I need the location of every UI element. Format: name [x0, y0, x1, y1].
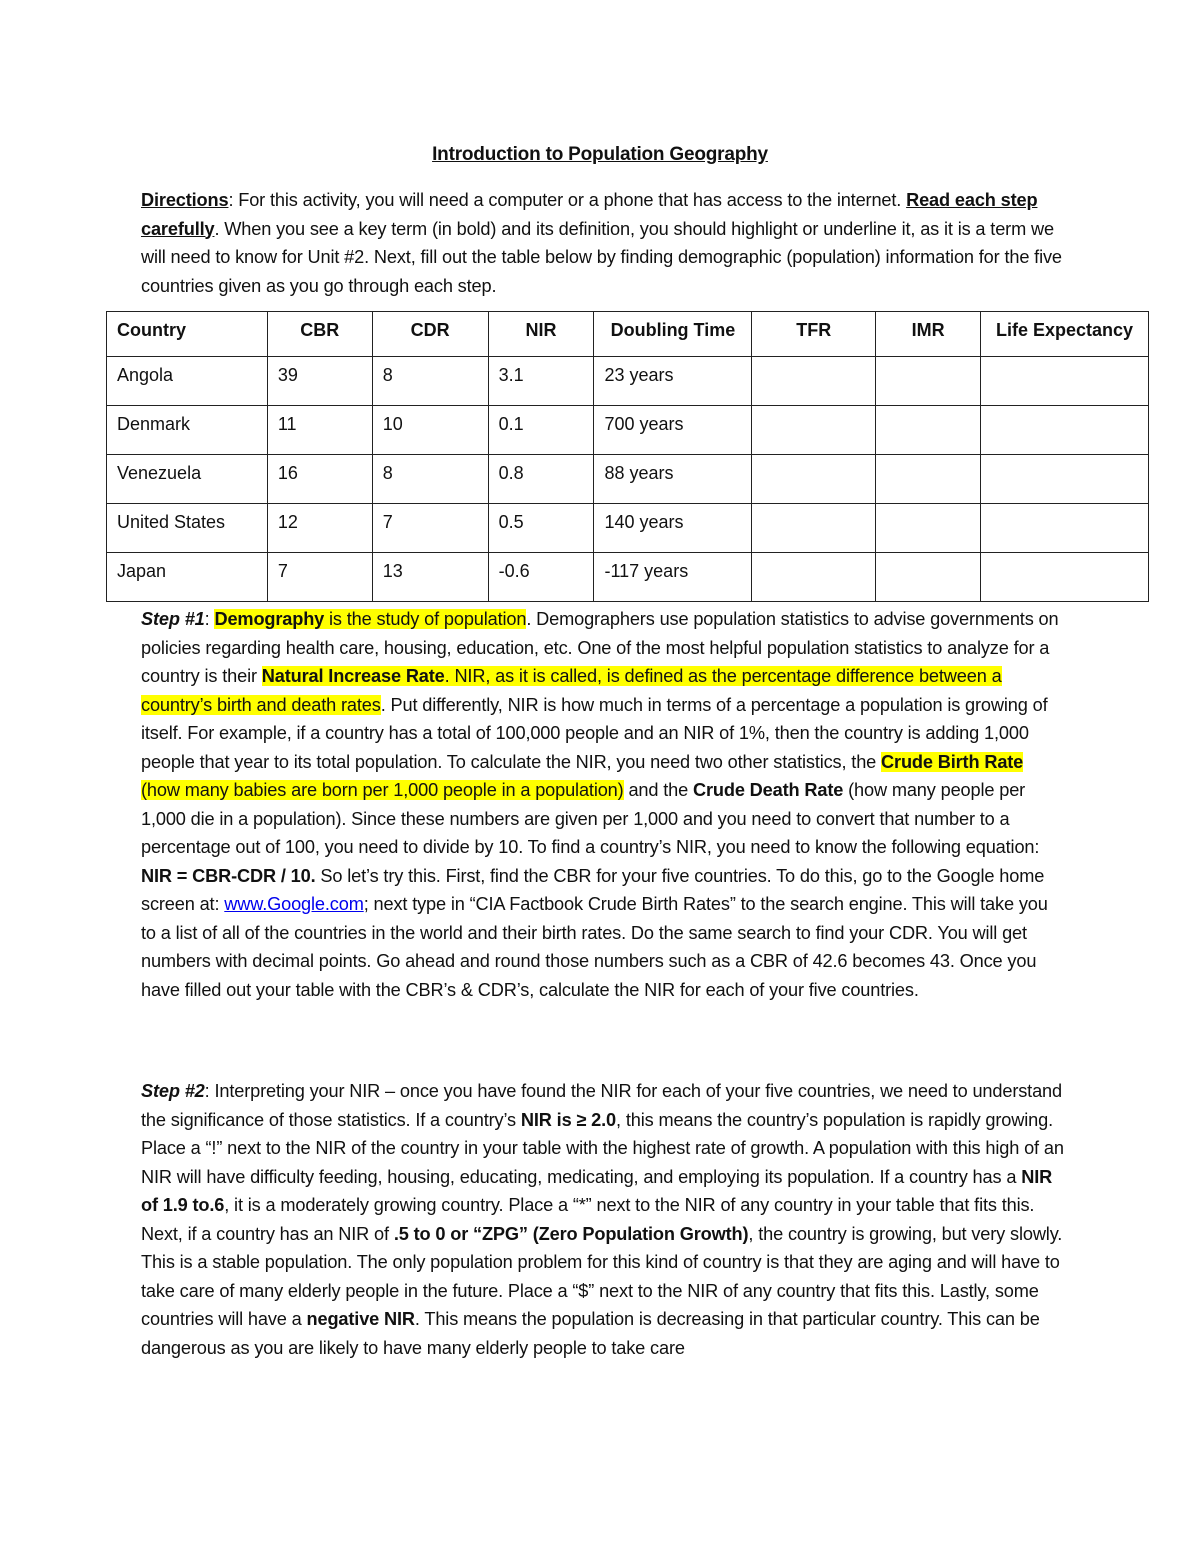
step-2-label: Step #2 — [141, 1081, 205, 1101]
cell-life-expectancy[interactable] — [981, 455, 1149, 504]
cell-tfr[interactable] — [752, 357, 876, 406]
step-2-text-1: : Interpreting your NIR – once you have found the NIR for each of your five countries, we need to understand the significance of those statistics. If a country’s — [141, 1081, 1062, 1130]
directions-emphasis: Read each step carefully — [141, 190, 1038, 239]
nir-zpg: .5 to 0 or “ZPG” (Zero Population Growth) — [393, 1223, 749, 1244]
directions-label: Directions — [141, 190, 229, 210]
term-crude-death-rate: Crude Death Rate — [692, 780, 844, 800]
term-natural-increase-rate: Natural Increase Rate — [261, 666, 445, 686]
table-row — [107, 455, 1149, 504]
cell-tfr[interactable] — [752, 553, 876, 602]
cell-imr[interactable] — [876, 504, 981, 553]
cell-doubling-time: 23 years — [594, 357, 752, 406]
directions-paragraph — [141, 186, 1066, 300]
cell-cbr: 7 — [267, 553, 372, 602]
header-life-expectancy: Life Expectancy — [981, 312, 1149, 357]
cell-nir: -0.6 — [488, 553, 594, 602]
cell-cdr: 7 — [372, 504, 488, 553]
cell-cdr: 8 — [372, 357, 488, 406]
directions-text-1: : For this activity, you will need a computer or a phone that has access to the internet. — [228, 190, 907, 210]
cell-country: Angola — [107, 357, 268, 406]
cell-country: Denmark — [107, 406, 268, 455]
cell-nir: 0.1 — [488, 406, 594, 455]
cell-cbr: 16 — [267, 455, 372, 504]
term-demography: Demography — [214, 609, 325, 629]
header-country: Country — [107, 312, 268, 357]
step-2-text-5: . This means the population is decreasing in that particular country. This can be dangerous as you are likely to have many elderly people to take care — [141, 1309, 1040, 1358]
term-crude-birth-rate: Crude Birth Rate — [881, 751, 1024, 772]
step-1-colon: : — [204, 609, 215, 629]
cell-nir: 0.8 — [488, 455, 594, 504]
cell-cdr: 13 — [372, 553, 488, 602]
cell-imr[interactable] — [876, 553, 981, 602]
step-1-text-3: and the — [623, 780, 693, 800]
cell-doubling-time: 140 years — [594, 504, 752, 553]
directions-text-2: . When you see a key term (in bold) and its definition, you should highlight or underline it, as it is a term we will need to know for Unit #2. Next, fill out the table below by finding demographic (population) information for the five countries given as you go through each step. — [141, 218, 1062, 296]
cell-imr[interactable] — [876, 455, 981, 504]
cell-nir: 0.5 — [488, 504, 594, 553]
cell-imr[interactable] — [876, 357, 981, 406]
table-row — [107, 504, 1149, 553]
step-2-text-4: , the country is growing, but very slowly. This is a stable population. The only population problem for this kind of country is that they are aging and will have to take care of many elderly people in the future. Place a “$” next to the NIR of any country that fits this. Lastly, some countries will have a — [141, 1223, 1063, 1329]
cell-cbr: 12 — [267, 504, 372, 553]
nir-negative: negative NIR — [306, 1309, 415, 1329]
header-imr: IMR — [876, 312, 981, 357]
google-link[interactable]: www.Google.com — [224, 894, 364, 914]
cell-cbr: 39 — [267, 357, 372, 406]
step-2-paragraph — [141, 1077, 1066, 1362]
step-1-text-2: . Put differently, NIR is how much in terms of a percentage a population is growing of itself. For example, if a country has a total of 100,000 people and an NIR of 1%, then the country is adding 1,000 people that year to its total population. To calculate the NIR, you need two other statistics, the — [141, 694, 1048, 772]
step-1-text-1: . Demographers use population statistics to advise governments on policies regarding health care, housing, education, etc. One of the most helpful population statistics to analyze for a country is their — [141, 609, 1059, 686]
cell-life-expectancy[interactable] — [981, 504, 1149, 553]
nir-moderate-growth: NIR of 1.9 to.6 — [141, 1166, 1053, 1215]
header-doubling-time: Doubling Time — [594, 312, 752, 357]
step-1-paragraph — [141, 605, 1066, 1004]
cell-cdr: 8 — [372, 455, 488, 504]
cell-tfr[interactable] — [752, 406, 876, 455]
table-row — [107, 553, 1149, 602]
step-2-text-2: , this means the country’s population is rapidly growing. Place a “!” next to the NIR of the country in your table with the highest rate of growth. A population with this high of an NIR will have difficulty feeding, housing, educating, medicating, and employing its population. If a country has a — [141, 1109, 1064, 1187]
definition-demography: is the study of population — [324, 609, 527, 629]
header-tfr: TFR — [752, 312, 876, 357]
cell-country: Venezuela — [107, 455, 268, 504]
cell-life-expectancy[interactable] — [981, 406, 1149, 455]
page-title: Introduction to Population Geography — [432, 144, 768, 165]
table-header-row — [107, 312, 1149, 357]
cell-nir: 3.1 — [488, 357, 594, 406]
step-1-text-6: ; next type in “CIA Factbook Crude Birth Rates” to the search engine. This will take you to a list of all of the countries in the world and their birth rates. Do the same search to find your CDR. You will get numbers with decimal points. Go ahead and round those numbers such as a CBR of 42.6 becomes 43. Once you have filled out your table with the CBR’s & CDR’s, calculate the NIR for each of your five countries. — [141, 894, 1048, 1000]
definition-nir: . NIR, as it is called, is defined as the percentage difference between a country’s birth and death rates — [141, 666, 1002, 715]
table-row — [107, 406, 1149, 455]
cell-cdr: 10 — [372, 406, 488, 455]
cell-cbr: 11 — [267, 406, 372, 455]
table-row — [107, 357, 1149, 406]
cell-country: United States — [107, 504, 268, 553]
step-2-text-3: , it is a moderately growing country. Place a “*” next to the NIR of any country in your table that fits this. Next, if a country has an NIR of — [141, 1195, 1035, 1244]
nir-rapid-growth: NIR is ≥ 2.0 — [520, 1109, 617, 1130]
header-nir: NIR — [488, 312, 594, 357]
header-cdr: CDR — [372, 312, 488, 357]
step-1-text-5: So let’s try this. First, find the CBR for your five countries. To do this, go to the Google home screen at: — [141, 865, 1045, 914]
cell-country: Japan — [107, 553, 268, 602]
cell-life-expectancy[interactable] — [981, 357, 1149, 406]
cell-doubling-time: 700 years — [594, 406, 752, 455]
header-cbr: CBR — [267, 312, 372, 357]
demographics-table — [106, 311, 1149, 602]
cell-tfr[interactable] — [752, 504, 876, 553]
step-1-text-4: (how many people per 1,000 die in a population). Since these numbers are given per 1,000 and you need to convert that number to a percentage out of 100, you need to divide by 10. To find a country’s NIR, you need to know the following equation: — [141, 780, 1040, 857]
cell-imr[interactable] — [876, 406, 981, 455]
cell-tfr[interactable] — [752, 455, 876, 504]
step-1-label: Step #1 — [141, 609, 205, 629]
definition-cbr: (how many babies are born per 1,000 people in a population) — [141, 780, 624, 800]
cell-doubling-time: 88 years — [594, 455, 752, 504]
cell-life-expectancy[interactable] — [981, 553, 1149, 602]
nir-equation: NIR = CBR-CDR / 10. — [141, 865, 316, 886]
cell-doubling-time: -117 years — [594, 553, 752, 602]
